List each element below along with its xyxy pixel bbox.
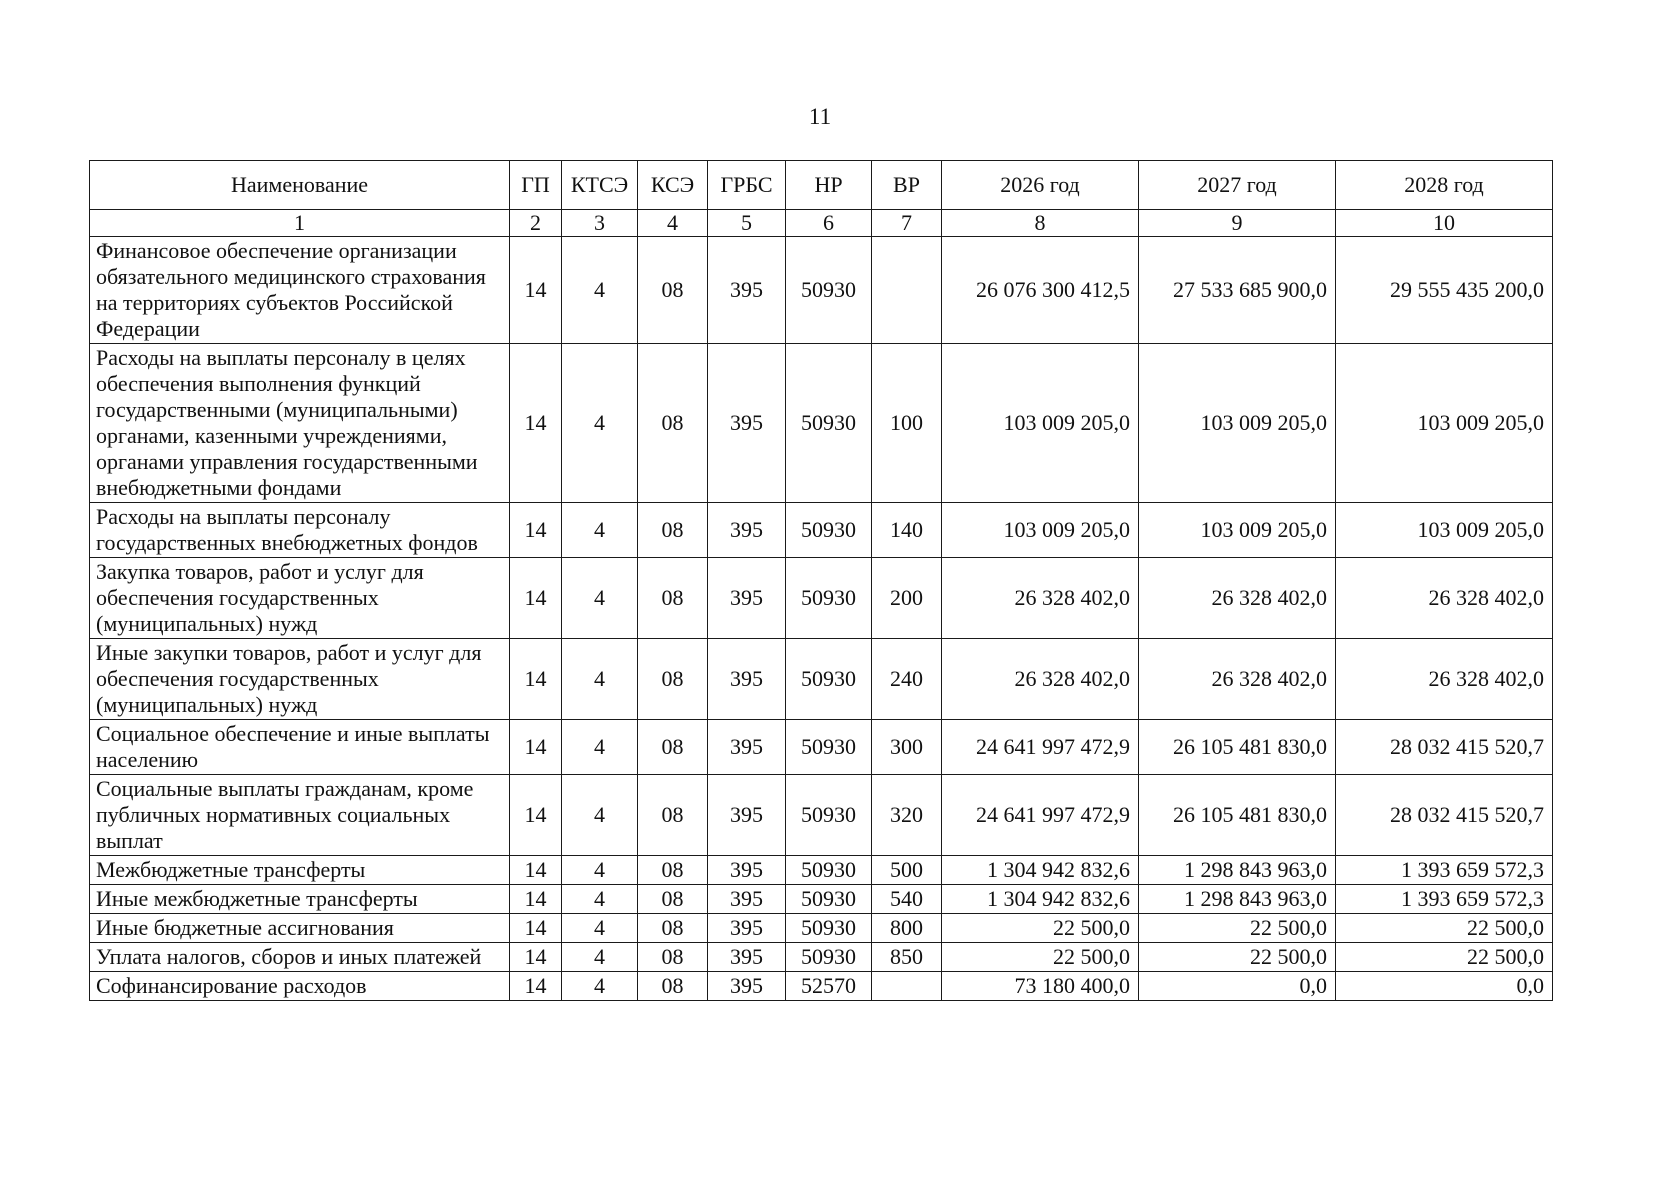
amount-2028: 22 500,0 — [1336, 943, 1553, 972]
kse-cell: 08 — [638, 720, 708, 775]
nr-header: НР — [786, 161, 872, 210]
column-number: 4 — [638, 210, 708, 237]
ktse-header: КТСЭ — [562, 161, 638, 210]
nr-cell: 50930 — [786, 558, 872, 639]
ktse-cell: 4 — [562, 943, 638, 972]
grbs-cell: 395 — [708, 775, 786, 856]
kse-cell: 08 — [638, 639, 708, 720]
gp-cell: 14 — [510, 885, 562, 914]
amount-2027: 103 009 205,0 — [1139, 344, 1336, 503]
gp-cell: 14 — [510, 503, 562, 558]
amount-2027: 22 500,0 — [1139, 914, 1336, 943]
grbs-cell: 395 — [708, 237, 786, 344]
amount-2028: 28 032 415 520,7 — [1336, 775, 1553, 856]
amount-2028: 1 393 659 572,3 — [1336, 856, 1553, 885]
kse-cell: 08 — [638, 943, 708, 972]
nr-cell: 50930 — [786, 237, 872, 344]
amount-2026: 22 500,0 — [942, 943, 1139, 972]
vr-cell: 100 — [872, 344, 942, 503]
gp-cell: 14 — [510, 943, 562, 972]
grbs-cell: 395 — [708, 558, 786, 639]
amount-2027: 22 500,0 — [1139, 943, 1336, 972]
amount-2026: 24 641 997 472,9 — [942, 720, 1139, 775]
grbs-cell: 395 — [708, 943, 786, 972]
vr-cell: 200 — [872, 558, 942, 639]
ktse-cell: 4 — [562, 558, 638, 639]
row-name: Социальные выплаты гражданам, кроме публичных нормативных социальных выплат — [90, 775, 510, 856]
amount-2027: 26 328 402,0 — [1139, 639, 1336, 720]
nr-cell: 50930 — [786, 856, 872, 885]
name-header: Наименование — [90, 161, 510, 210]
amount-2026: 26 328 402,0 — [942, 558, 1139, 639]
table-row — [90, 943, 1553, 972]
column-number: 10 — [1336, 210, 1553, 237]
amount-2027: 26 105 481 830,0 — [1139, 775, 1336, 856]
row-name: Межбюджетные трансферты — [90, 856, 510, 885]
nr-cell: 50930 — [786, 639, 872, 720]
amount-2028: 103 009 205,0 — [1336, 344, 1553, 503]
ktse-cell: 4 — [562, 503, 638, 558]
table-row — [90, 720, 1553, 775]
ktse-cell: 4 — [562, 914, 638, 943]
kse-cell: 08 — [638, 503, 708, 558]
column-number: 2 — [510, 210, 562, 237]
table-row — [90, 558, 1553, 639]
gp-cell: 14 — [510, 558, 562, 639]
amount-2026: 24 641 997 472,9 — [942, 775, 1139, 856]
table-row — [90, 972, 1553, 1001]
grbs-cell: 395 — [708, 885, 786, 914]
budget-table — [89, 160, 1553, 1001]
amount-2026: 1 304 942 832,6 — [942, 885, 1139, 914]
grbs-cell: 395 — [708, 914, 786, 943]
row-name: Софинансирование расходов — [90, 972, 510, 1001]
kse-cell: 08 — [638, 972, 708, 1001]
vr-cell: 800 — [872, 914, 942, 943]
row-name: Расходы на выплаты персоналу государственных внебюджетных фондов — [90, 503, 510, 558]
vr-cell: 240 — [872, 639, 942, 720]
nr-cell: 50930 — [786, 720, 872, 775]
ktse-cell: 4 — [562, 237, 638, 344]
amount-2026: 103 009 205,0 — [942, 344, 1139, 503]
vr-cell: 140 — [872, 503, 942, 558]
vr-cell: 300 — [872, 720, 942, 775]
row-name: Финансовое обеспечение организации обязательного медицинского страхования на территориях субъектов Российской Федерации — [90, 237, 510, 344]
vr-cell: 540 — [872, 885, 942, 914]
vr-cell — [872, 237, 942, 344]
ktse-cell: 4 — [562, 775, 638, 856]
table-row — [90, 856, 1553, 885]
table-row — [90, 885, 1553, 914]
ktse-cell: 4 — [562, 856, 638, 885]
table-row — [90, 775, 1553, 856]
amount-2028: 28 032 415 520,7 — [1336, 720, 1553, 775]
amount-2028: 1 393 659 572,3 — [1336, 885, 1553, 914]
vr-cell — [872, 972, 942, 1001]
amount-2026: 26 076 300 412,5 — [942, 237, 1139, 344]
vr-cell: 500 — [872, 856, 942, 885]
row-name: Иные закупки товаров, работ и услуг для обеспечения государственных (муниципальных) нужд — [90, 639, 510, 720]
year-2026-header: 2026 год — [942, 161, 1139, 210]
kse-header: КСЭ — [638, 161, 708, 210]
column-number: 3 — [562, 210, 638, 237]
column-number: 9 — [1139, 210, 1336, 237]
row-name: Закупка товаров, работ и услуг для обеспечения государственных (муниципальных) нужд — [90, 558, 510, 639]
amount-2028: 26 328 402,0 — [1336, 558, 1553, 639]
grbs-cell: 395 — [708, 344, 786, 503]
amount-2027: 0,0 — [1139, 972, 1336, 1001]
amount-2028: 0,0 — [1336, 972, 1553, 1001]
table-body — [90, 210, 1553, 1001]
row-name: Иные межбюджетные трансферты — [90, 885, 510, 914]
amount-2026: 103 009 205,0 — [942, 503, 1139, 558]
column-number: 7 — [872, 210, 942, 237]
amount-2027: 103 009 205,0 — [1139, 503, 1336, 558]
amount-2026: 1 304 942 832,6 — [942, 856, 1139, 885]
kse-cell: 08 — [638, 856, 708, 885]
row-name: Иные бюджетные ассигнования — [90, 914, 510, 943]
grbs-header: ГРБС — [708, 161, 786, 210]
amount-2028: 29 555 435 200,0 — [1336, 237, 1553, 344]
nr-cell: 50930 — [786, 943, 872, 972]
grbs-cell: 395 — [708, 503, 786, 558]
gp-cell: 14 — [510, 914, 562, 943]
amount-2026: 73 180 400,0 — [942, 972, 1139, 1001]
gp-cell: 14 — [510, 639, 562, 720]
table-row — [90, 914, 1553, 943]
gp-cell: 14 — [510, 775, 562, 856]
amount-2026: 22 500,0 — [942, 914, 1139, 943]
ktse-cell: 4 — [562, 720, 638, 775]
row-name: Социальное обеспечение и иные выплаты населению — [90, 720, 510, 775]
table-row — [90, 639, 1553, 720]
gp-cell: 14 — [510, 237, 562, 344]
amount-2026: 26 328 402,0 — [942, 639, 1139, 720]
gp-cell: 14 — [510, 720, 562, 775]
amount-2027: 26 105 481 830,0 — [1139, 720, 1336, 775]
gp-cell: 14 — [510, 344, 562, 503]
amount-2027: 1 298 843 963,0 — [1139, 885, 1336, 914]
kse-cell: 08 — [638, 775, 708, 856]
table-row — [90, 237, 1553, 344]
column-number: 6 — [786, 210, 872, 237]
grbs-cell: 395 — [708, 720, 786, 775]
kse-cell: 08 — [638, 558, 708, 639]
kse-cell: 08 — [638, 344, 708, 503]
year-2028-header: 2028 год — [1336, 161, 1553, 210]
row-name: Расходы на выплаты персоналу в целях обеспечения выполнения функций государственными (муниципальными) органами, казенными учреждениями, органами управления государственными внебюджетными фондами — [90, 344, 510, 503]
header-row — [90, 161, 1553, 210]
vr-header: ВР — [872, 161, 942, 210]
grbs-cell: 395 — [708, 639, 786, 720]
kse-cell: 08 — [638, 237, 708, 344]
table-row — [90, 503, 1553, 558]
amount-2028: 103 009 205,0 — [1336, 503, 1553, 558]
amount-2027: 26 328 402,0 — [1139, 558, 1336, 639]
amount-2027: 27 533 685 900,0 — [1139, 237, 1336, 344]
amount-2027: 1 298 843 963,0 — [1139, 856, 1336, 885]
column-number: 8 — [942, 210, 1139, 237]
year-2027-header: 2027 год — [1139, 161, 1336, 210]
nr-cell: 52570 — [786, 972, 872, 1001]
kse-cell: 08 — [638, 914, 708, 943]
table-row — [90, 344, 1553, 503]
nr-cell: 50930 — [786, 344, 872, 503]
column-number: 1 — [90, 210, 510, 237]
gp-header: ГП — [510, 161, 562, 210]
grbs-cell: 395 — [708, 972, 786, 1001]
row-name: Уплата налогов, сборов и иных платежей — [90, 943, 510, 972]
nr-cell: 50930 — [786, 503, 872, 558]
column-number-row — [90, 210, 1553, 237]
column-number: 5 — [708, 210, 786, 237]
ktse-cell: 4 — [562, 639, 638, 720]
nr-cell: 50930 — [786, 885, 872, 914]
ktse-cell: 4 — [562, 344, 638, 503]
nr-cell: 50930 — [786, 914, 872, 943]
nr-cell: 50930 — [786, 775, 872, 856]
kse-cell: 08 — [638, 885, 708, 914]
grbs-cell: 395 — [708, 856, 786, 885]
gp-cell: 14 — [510, 856, 562, 885]
amount-2028: 26 328 402,0 — [1336, 639, 1553, 720]
ktse-cell: 4 — [562, 885, 638, 914]
amount-2028: 22 500,0 — [1336, 914, 1553, 943]
vr-cell: 850 — [872, 943, 942, 972]
ktse-cell: 4 — [562, 972, 638, 1001]
gp-cell: 14 — [510, 972, 562, 1001]
page-number: 11 — [808, 104, 832, 129]
vr-cell: 320 — [872, 775, 942, 856]
